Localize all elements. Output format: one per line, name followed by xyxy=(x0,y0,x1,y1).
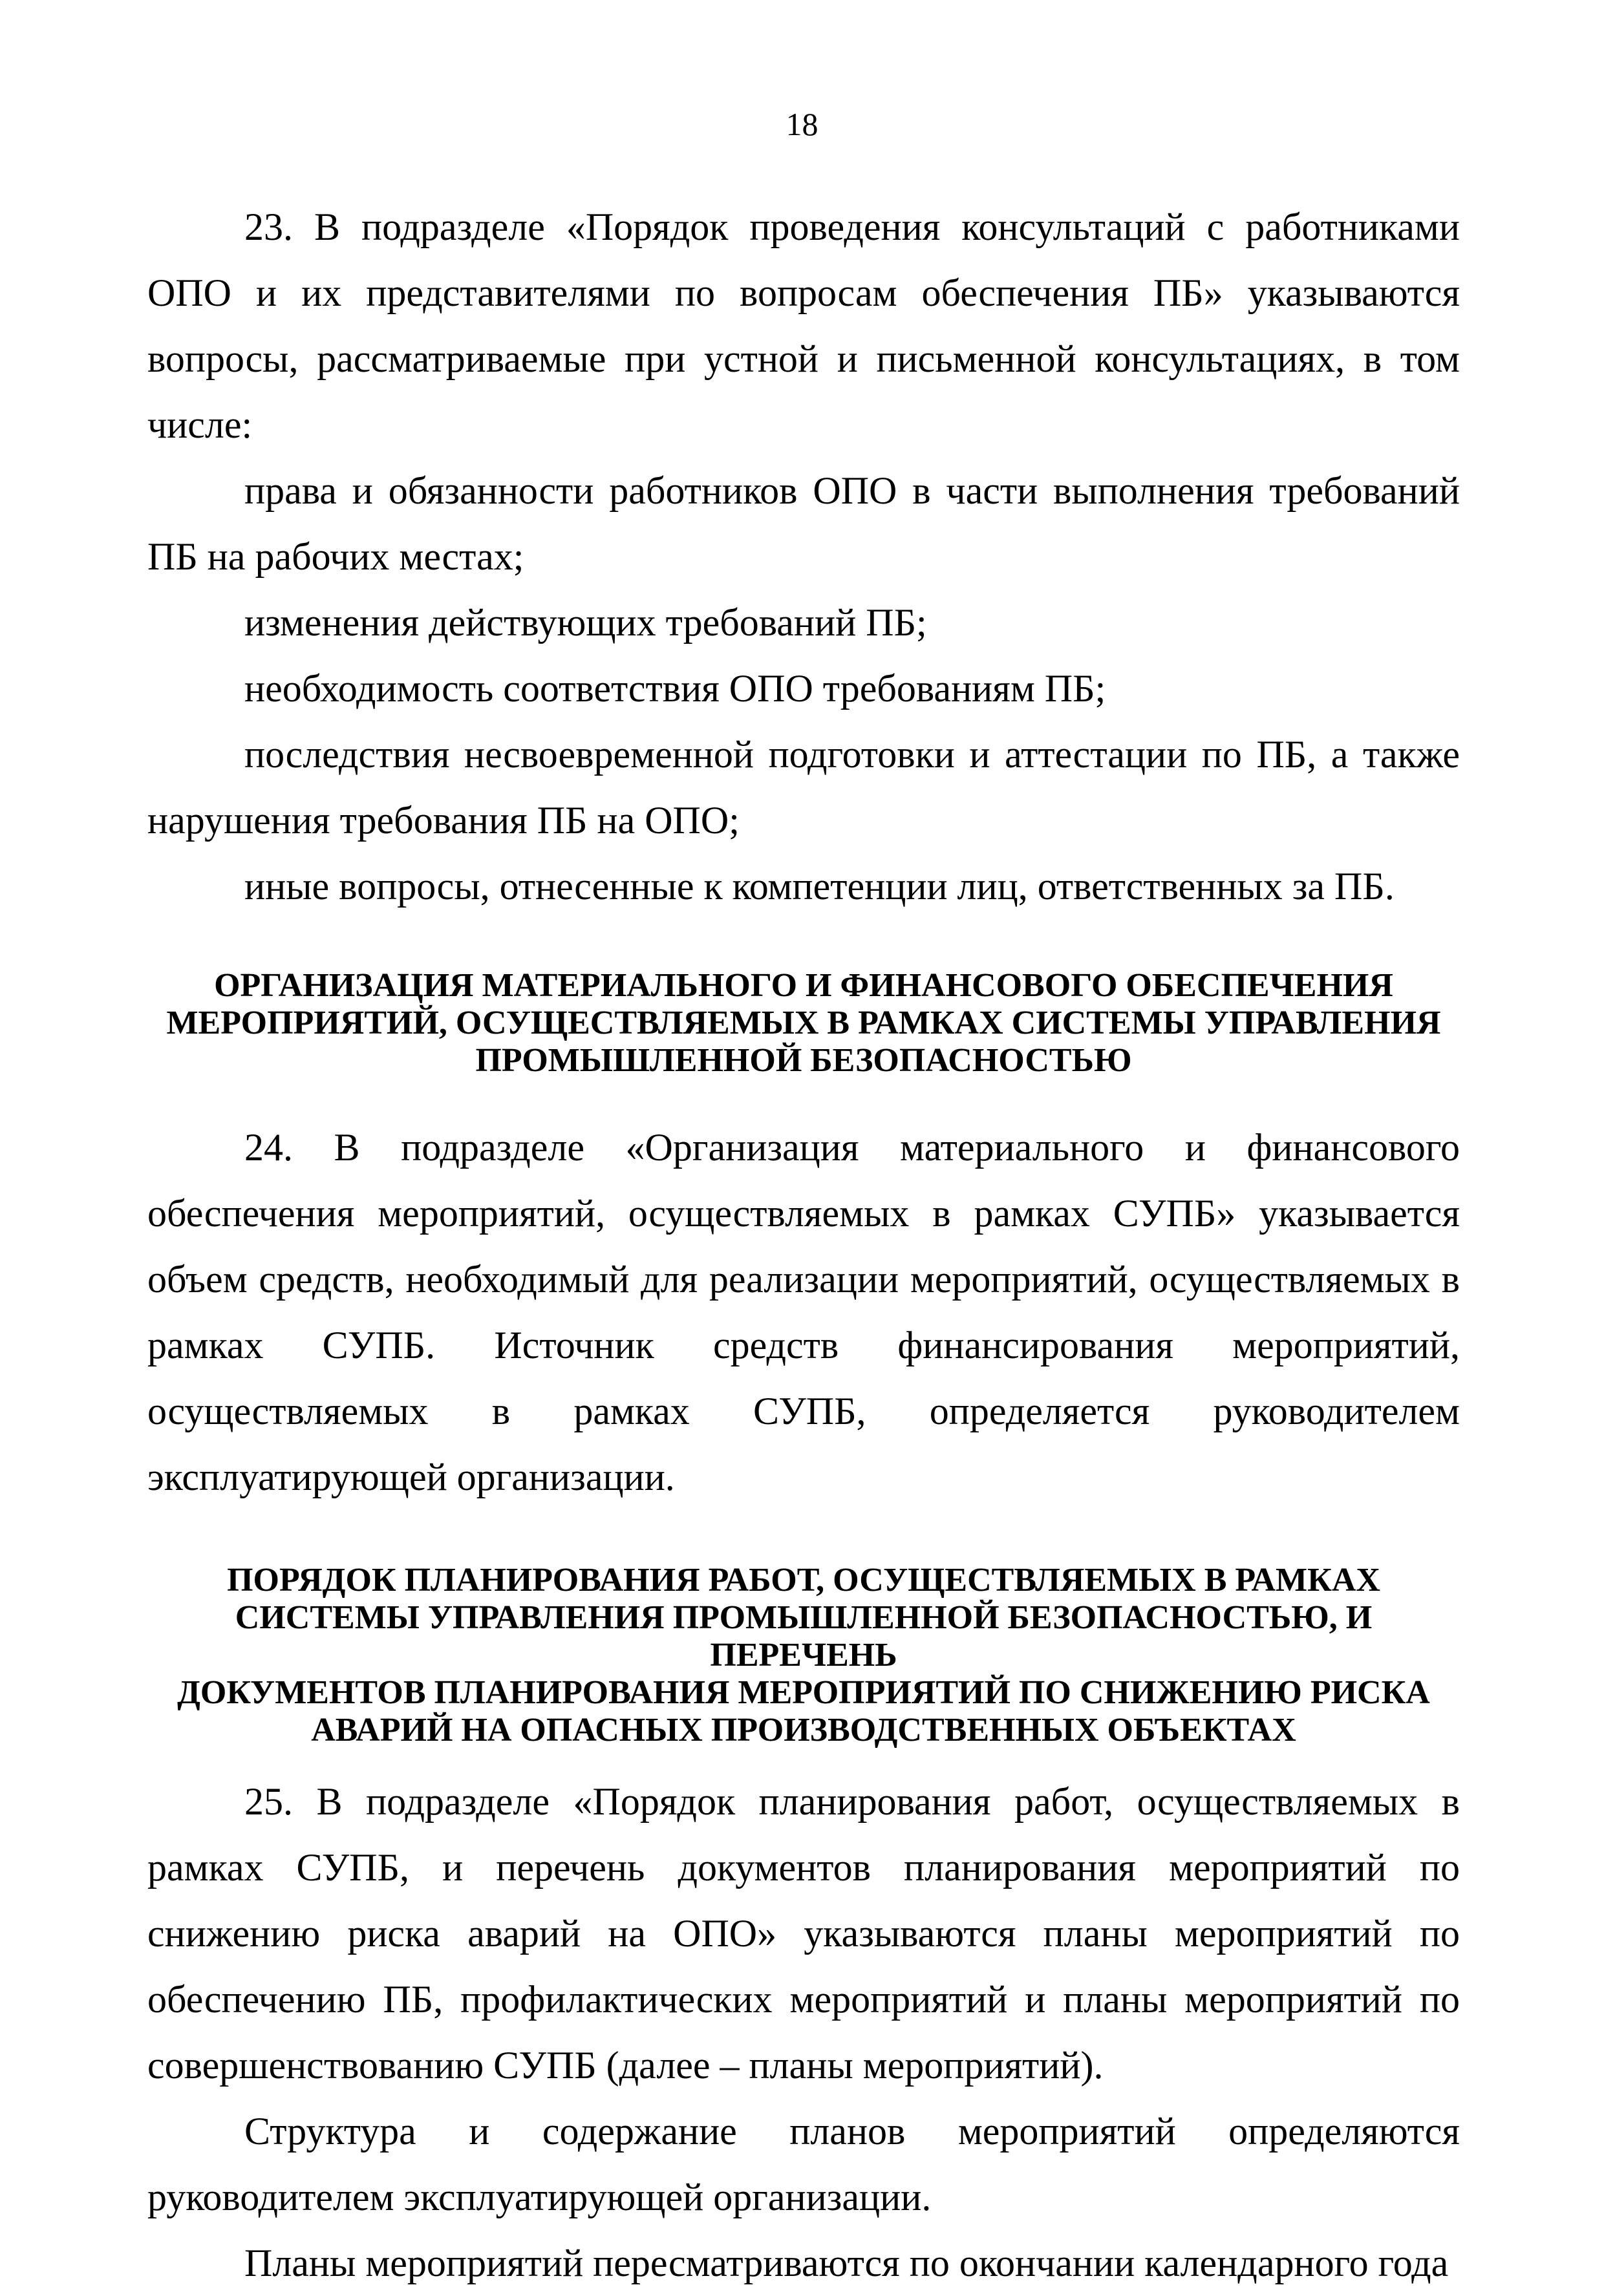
heading-line: ДОКУМЕНТОВ ПЛАНИРОВАНИЯ МЕРОПРИЯТИЙ ПО СНИЖЕНИЮ РИСКА xyxy=(177,1674,1430,1711)
paragraph-25: 25. В подразделе «Порядок планирования работ, осуществляемых в рамках СУПБ, и перечень документов планирования мероприятий по снижению риска аварий на ОПО» указываются планы мероприятий по обеспечению ПБ, профилактических мероприятий и планы мероприятий по совершенствованию СУПБ (далее – планы мероприятий). xyxy=(147,1780,1460,2087)
list-item-rights-duties: права и обязанности работников ОПО в части выполнения требований ПБ на рабочих местах; xyxy=(147,469,1460,578)
heading-line: ПРОМЫШЛЕННОЙ БЕЗОПАСНОСТЬЮ xyxy=(475,1042,1132,1079)
heading-line: ПОРЯДОК ПЛАНИРОВАНИЯ РАБОТ, ОСУЩЕСТВЛЯЕМЫХ В РАМКАХ xyxy=(227,1562,1380,1599)
paragraph-plan-revision: Планы мероприятий пересматриваются по окончании календарного года xyxy=(244,2242,1449,2284)
heading-line: АВАРИЙ НА ОПАСНЫХ ПРОИЗВОДСТВЕННЫХ ОБЪЕКТАХ xyxy=(311,1712,1296,1749)
list-item-requirement-changes: изменения действующих требований ПБ; xyxy=(244,601,927,644)
heading-line: ОРГАНИЗАЦИЯ МАТЕРИАЛЬНОГО И ФИНАНСОВОГО ОБЕСПЕЧЕНИЯ xyxy=(214,967,1393,1004)
paragraph-23-intro: 23. В подразделе «Порядок проведения консультаций с работниками ОПО и их представителями по вопросам обеспечения ПБ» указываются вопросы, рассматриваемые при устной и письменной консультациях, в том числе: xyxy=(147,206,1460,446)
list-item-consequences: последствия несвоевременной подготовки и аттестации по ПБ, а также нарушения требования ПБ на ОПО; xyxy=(147,733,1460,842)
list-item-compliance: необходимость соответствия ОПО требованиям ПБ; xyxy=(244,667,1106,710)
paragraph-plan-structure: Структура и содержание планов мероприятий определяются руководителем эксплуатирующей организации. xyxy=(147,2110,1460,2218)
section-heading-planning xyxy=(147,1562,1460,1749)
section-heading-financing xyxy=(147,967,1460,1079)
paragraph-24: 24. В подразделе «Организация материального и финансового обеспечения мероприятий, осуществляемых в рамках СУПБ» указывается объем средств, необходимый для реализации мероприятий, осуществляемых в рамках СУПБ. Источник средств финансирования мероприятий, осуществляемых в рамках СУПБ, определяется руководителем эксплуатирующей организации. xyxy=(147,1126,1460,1498)
page-number: 18 xyxy=(786,106,818,142)
list-item-other-questions: иные вопросы, отнесенные к компетенции лиц, ответственных за ПБ. xyxy=(244,865,1395,908)
heading-line: МЕРОПРИЯТИЙ, ОСУЩЕСТВЛЯЕМЫХ В РАМКАХ СИСТЕМЫ УПРАВЛЕНИЯ xyxy=(166,1004,1441,1041)
document-body xyxy=(147,194,1460,2296)
heading-line: СИСТЕМЫ УПРАВЛЕНИЯ ПРОМЫШЛЕННОЙ БЕЗОПАСНОСТЬЮ, И ПЕРЕЧЕНЬ xyxy=(235,1599,1373,1674)
